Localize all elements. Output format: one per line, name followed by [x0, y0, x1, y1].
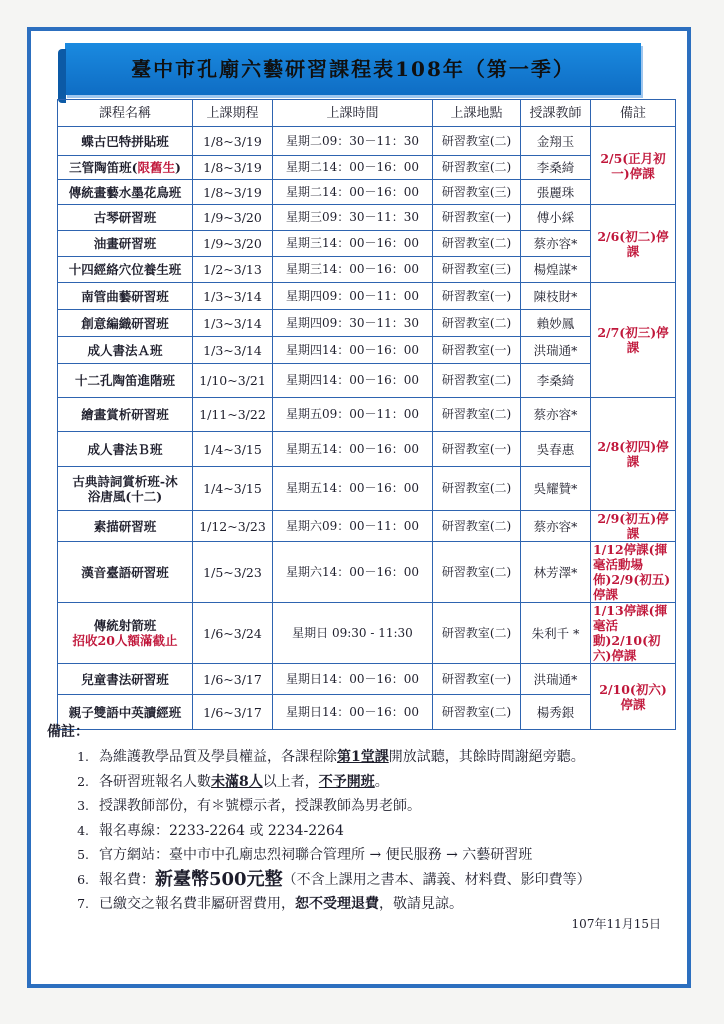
header-time: 上課時間 [273, 100, 433, 127]
course-period: 1/10~3/21 [193, 364, 273, 398]
course-time: 星期五14：00－16：00 [273, 467, 433, 511]
course-location: 研習教室(一) [433, 205, 521, 231]
course-time: 星期三14：00－16：00 [273, 231, 433, 257]
remark-number: 7. [77, 896, 89, 911]
remark-number: 5. [77, 847, 89, 862]
remark-text: 授課教師部份，有＊號標示者，授課教師為男老師。 [99, 798, 421, 814]
course-name: 十四經絡穴位養生班 [58, 257, 193, 283]
table-row [58, 231, 676, 257]
note-cell: 2/9(初五)停課 [591, 511, 676, 542]
remark-item [47, 892, 677, 917]
remark-item [47, 745, 677, 770]
course-location: 研習教室(二) [433, 231, 521, 257]
course-time: 星期五09：00－11：00 [273, 398, 433, 432]
course-period: 1/11~3/22 [193, 398, 273, 432]
course-period: 1/6~3/17 [193, 664, 273, 695]
remark-number: 1. [77, 749, 89, 764]
course-time: 星期三09：30－11：30 [273, 205, 433, 231]
course-location: 研習教室(二) [433, 310, 521, 337]
remark-text: ，敬請見諒。 [379, 896, 463, 912]
course-name: 親子雙語中英讀經班 [58, 695, 193, 730]
course-location: 研習教室(一) [433, 337, 521, 364]
course-time: 星期六09：00－11：00 [273, 511, 433, 542]
course-location: 研習教室(一) [433, 432, 521, 467]
course-name [58, 603, 193, 664]
course-period: 1/3~3/14 [193, 283, 273, 310]
course-time: 星期二14：00－16：00 [273, 156, 433, 180]
table-row [58, 337, 676, 364]
remark-number: 2. [77, 773, 89, 789]
course-teacher: 李桑綺 [521, 156, 591, 180]
course-teacher: 陳枝財* [521, 283, 591, 310]
note-cell: 1/13停課(揮毫活動)2/10(初六)停課 [591, 603, 676, 664]
remark-number: 6. [77, 871, 89, 887]
course-period: 1/2~3/13 [193, 257, 273, 283]
course-teacher: 朱利千 * [521, 603, 591, 664]
remark-emphasis: 不予開班 [318, 773, 375, 790]
course-period: 1/6~3/24 [193, 603, 273, 664]
remark-item [47, 794, 677, 819]
table-row [58, 310, 676, 337]
course-name: 古琴研習班 [58, 205, 193, 231]
note-cell: 2/7(初三)停課 [591, 283, 676, 398]
page-title: 臺中市孔廟六藝研習課程表108年（第一季） [65, 43, 641, 95]
course-time: 星期四14：00－16：00 [273, 337, 433, 364]
course-period: 1/3~3/14 [193, 337, 273, 364]
course-name: 素描研習班 [58, 511, 193, 542]
note-cell: 2/10(初六) 停課 [591, 664, 676, 730]
remark-item [47, 843, 677, 868]
course-time: 星期日14：00－16：00 [273, 664, 433, 695]
course-name-main: 三管陶笛班( [69, 160, 138, 175]
course-location: 研習教室(二) [433, 603, 521, 664]
course-teacher: 傅小綵 [521, 205, 591, 231]
note-cell: 1/12停課(揮毫活動場佈)2/9(初五)停課 [591, 542, 676, 603]
table-row [58, 257, 676, 283]
course-period: 1/8~3/19 [193, 127, 273, 156]
course-time: 星期日14：00－16：00 [273, 695, 433, 730]
remarks-heading: 備註： [47, 724, 89, 740]
course-teacher: 金翔玉 [521, 127, 591, 156]
course-period: 1/9~3/20 [193, 231, 273, 257]
table-row [58, 283, 676, 310]
note-cell: 2/5(正月初一)停課 [591, 127, 676, 205]
remark-text: 已繳交之報名費非屬研習費用， [99, 896, 295, 912]
course-period: 1/9~3/20 [193, 205, 273, 231]
remark-number: 4. [77, 822, 89, 838]
course-name: 十二孔陶笛進階班 [58, 364, 193, 398]
table-row [58, 180, 676, 205]
course-time: 星期二09：30－11：30 [273, 127, 433, 156]
header-location: 上課地點 [433, 100, 521, 127]
course-name: 油畫研習班 [58, 231, 193, 257]
course-name: 南管曲藝研習班 [58, 283, 193, 310]
remark-number: 3. [77, 798, 89, 813]
header-notes: 備註 [591, 100, 676, 127]
course-name: 漢音臺語研習班 [58, 542, 193, 603]
course-name: 古典詩詞賞析班-沐浴唐風(十二) [58, 467, 193, 511]
course-period: 1/6~3/17 [193, 695, 273, 730]
document-date: 107年11月15日 [571, 917, 661, 931]
course-teacher: 蔡亦容* [521, 398, 591, 432]
course-teacher: 林芳澤* [521, 542, 591, 603]
course-teacher: 洪瑞通* [521, 664, 591, 695]
table-row [58, 467, 676, 511]
course-location: 研習教室(二) [433, 156, 521, 180]
remark-emphasis: 新臺幣500元整 [155, 868, 283, 890]
course-name: 成人書法Ａ班 [58, 337, 193, 364]
course-name: 傳統畫藝水墨花鳥班 [58, 180, 193, 205]
remark-text: （不含上課用之書本、講義、材料費、影印費等） [282, 871, 591, 888]
course-period: 1/5~3/23 [193, 542, 273, 603]
course-location: 研習教室(二) [433, 511, 521, 542]
table-row [58, 542, 676, 603]
course-time: 星期四14：00－16：00 [273, 364, 433, 398]
remark-item [47, 819, 677, 844]
course-time: 星期三14：00－16：00 [273, 257, 433, 283]
course-teacher: 洪瑞通* [521, 337, 591, 364]
table-row [58, 398, 676, 432]
header-teacher: 授課教師 [521, 100, 591, 127]
course-teacher: 李桑綺 [521, 364, 591, 398]
remark-text: 。 [374, 773, 389, 790]
table-row [58, 603, 676, 664]
remark-text: 官方網站：臺中市中孔廟忠烈祠聯合管理所 → 便民服務 → 六藝研習班 [99, 847, 533, 863]
table-row [58, 664, 676, 695]
course-time: 星期五14：00－16：00 [273, 432, 433, 467]
table-row [58, 364, 676, 398]
course-time: 星期四09：00－11：00 [273, 283, 433, 310]
course-location: 研習教室(二) [433, 364, 521, 398]
course-name-restriction: 招收20人額滿截止 [72, 633, 178, 648]
remarks-section [47, 721, 677, 917]
header-course-name: 課程名稱 [58, 100, 193, 127]
course-teacher: 賴妙鳳 [521, 310, 591, 337]
course-location: 研習教室(二) [433, 398, 521, 432]
course-period: 1/12~3/23 [193, 511, 273, 542]
note-cell: 2/8(初四)停課 [591, 398, 676, 511]
table-row [58, 156, 676, 180]
course-location: 研習教室(二) [433, 542, 521, 603]
remark-emphasis: 恕不受理退費 [295, 896, 379, 912]
header-period: 上課期程 [193, 100, 273, 127]
remark-text: 為維護教學品質及學員權益，各課程除 [99, 749, 337, 765]
course-teacher: 楊秀銀 [521, 695, 591, 730]
course-location: 研習教室(三) [433, 180, 521, 205]
course-period: 1/4~3/15 [193, 467, 273, 511]
remark-text: 開放試聽，其餘時間謝絕旁聽。 [388, 749, 585, 765]
course-period: 1/4~3/15 [193, 432, 273, 467]
course-name [58, 156, 193, 180]
remark-emphasis: 未滿8人 [211, 773, 263, 790]
table-row [58, 127, 676, 156]
course-time: 星期六14：00－16：00 [273, 542, 433, 603]
course-location: 研習教室(三) [433, 257, 521, 283]
course-period: 1/8~3/19 [193, 156, 273, 180]
course-name: 蝶古巴特拼貼班 [58, 127, 193, 156]
note-cell: 2/6(初二)停課 [591, 205, 676, 283]
course-teacher: 蔡亦容* [521, 231, 591, 257]
course-name: 繪畫賞析研習班 [58, 398, 193, 432]
remark-item [47, 770, 677, 795]
course-teacher: 蔡亦容* [521, 511, 591, 542]
table-row [58, 511, 676, 542]
course-time: 星期二14：00－16：00 [273, 180, 433, 205]
course-name-tail: ) [175, 160, 181, 175]
table-header-row [58, 100, 676, 127]
course-name-main: 傳統射箭班 [93, 618, 157, 633]
course-name: 創意編織研習班 [58, 310, 193, 337]
remark-item [47, 868, 677, 893]
remark-text: 報名專線：2233-2264 或 2234-2264 [99, 822, 344, 839]
document-frame [27, 27, 691, 988]
course-period: 1/3~3/14 [193, 310, 273, 337]
course-location: 研習教室(二) [433, 127, 521, 156]
remark-text: 報名費： [99, 871, 155, 888]
course-teacher: 楊煌謀* [521, 257, 591, 283]
remarks-list [47, 745, 677, 917]
course-location: 研習教室(一) [433, 664, 521, 695]
course-name-restriction: 限舊生 [137, 160, 175, 175]
course-location: 研習教室(二) [433, 695, 521, 730]
course-period: 1/8~3/19 [193, 180, 273, 205]
remark-text: 各研習班報名人數 [99, 773, 211, 790]
table-row [58, 432, 676, 467]
course-name: 兒童書法研習班 [58, 664, 193, 695]
course-teacher: 吳春惠 [521, 432, 591, 467]
course-teacher: 張麗珠 [521, 180, 591, 205]
course-time: 星期四09：30－11：30 [273, 310, 433, 337]
course-location: 研習教室(一) [433, 283, 521, 310]
remark-emphasis: 第1堂課 [337, 749, 389, 765]
course-teacher: 吳耀贊* [521, 467, 591, 511]
remark-text: 以上者， [262, 773, 319, 790]
course-time: 星期日 09:30 - 11:30 [273, 603, 433, 664]
table-row [58, 205, 676, 231]
course-location: 研習教室(二) [433, 467, 521, 511]
course-name: 成人書法Ｂ班 [58, 432, 193, 467]
schedule-table [57, 99, 676, 730]
